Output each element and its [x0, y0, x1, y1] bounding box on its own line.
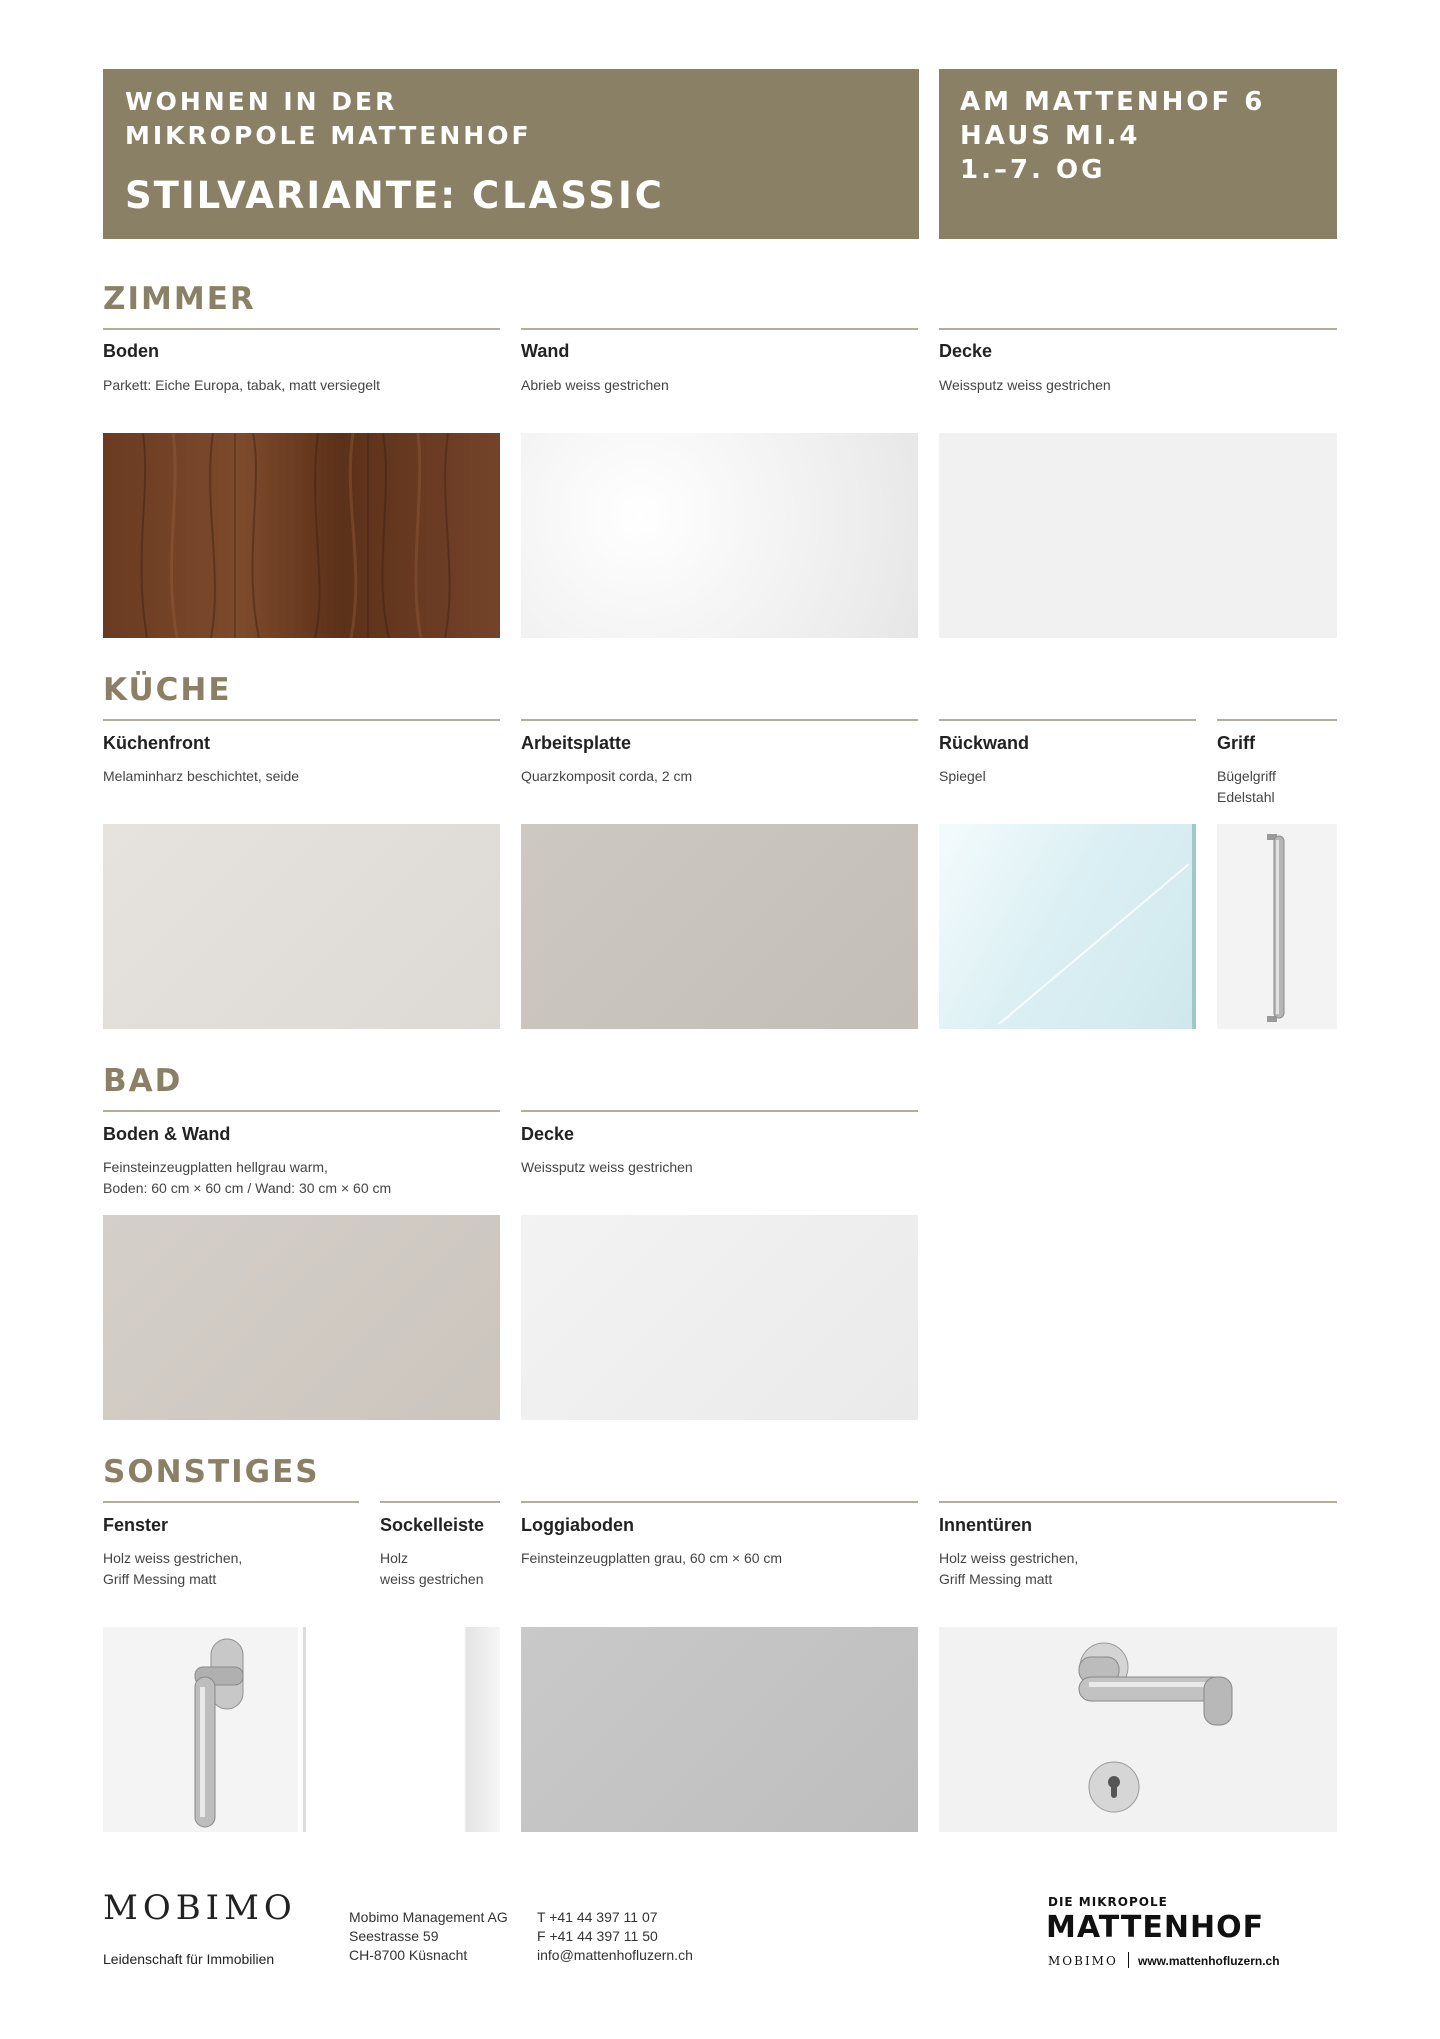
item-description: Quarzkomposit corda, 2 cm — [521, 768, 693, 784]
divider — [103, 1110, 500, 1112]
mattenhof-logo-brand: MOBIMO — [1048, 1954, 1118, 1968]
divider — [103, 328, 500, 330]
address-line-3: 1.–7. OG — [960, 155, 1106, 185]
item-label: Decke — [939, 341, 993, 361]
section-title-sonstiges: SONSTIGES — [103, 1454, 320, 1490]
address-line-2: HAUS MI.4 — [960, 121, 1141, 151]
mattenhof-logo-small: DIE MIKROPOLE — [1048, 1895, 1168, 1909]
divider — [521, 1501, 918, 1503]
item-label: Boden — [103, 341, 159, 361]
header-line-1: WOHNEN IN DER — [125, 87, 398, 116]
style-prefix: STILVARIANTE: — [125, 174, 472, 217]
item-description: Feinsteinzeugplatten grau, 60 cm × 60 cm — [521, 1550, 783, 1566]
header-line-2: MIKROPOLE MATTENHOF — [125, 121, 532, 150]
item-label: Griff — [1217, 733, 1255, 753]
item-label: Fenster — [103, 1515, 169, 1535]
section-title-kueche: KÜCHE — [103, 672, 232, 708]
divider — [521, 328, 918, 330]
item-label: Sockelleiste — [380, 1515, 485, 1535]
bar-handle-icon — [1217, 824, 1337, 1029]
window-handle-icon — [103, 1627, 359, 1832]
swatch-window-handle — [103, 1627, 359, 1832]
swatch-loggia-floor — [521, 1627, 918, 1832]
item-label: Wand — [521, 341, 570, 361]
divider — [103, 719, 500, 721]
header-address-box — [939, 69, 1337, 239]
item-description: Weissputz weiss gestrichen — [521, 1159, 693, 1175]
item-label: Decke — [521, 1124, 575, 1144]
item-description: Melaminharz beschichtet, seide — [103, 768, 300, 784]
style-variant-title — [125, 173, 665, 219]
swatch-baseboard — [380, 1627, 500, 1832]
swatch-kitchen-front — [103, 824, 500, 1029]
style-name: CLASSIC — [471, 174, 665, 217]
swatch-oak-parquet — [103, 433, 500, 638]
swatch-bath-tiles — [103, 1215, 500, 1420]
mobimo-logo: MOBIMO — [103, 1888, 297, 1928]
divider — [939, 1501, 1337, 1503]
swatch-white-plaster — [939, 433, 1337, 638]
item-description: Holz weiss gestrichen, Griff Messing matt — [103, 1550, 243, 1587]
item-description: Parkett: Eiche Europa, tabak, matt versiegelt — [103, 377, 381, 393]
divider — [521, 719, 918, 721]
divider — [939, 328, 1337, 330]
mobimo-tagline: Leidenschaft für Immobilien — [103, 1951, 275, 1967]
item-description: Holz weiss gestrichen, Griff Messing matt — [939, 1550, 1079, 1587]
mattenhof-logo-big: MATTENHOF — [1046, 1910, 1265, 1945]
item-description: Holz weiss gestrichen — [380, 1550, 484, 1587]
swatch-door-handle — [939, 1627, 1337, 1832]
item-label: Boden & Wand — [103, 1124, 231, 1144]
divider — [1217, 719, 1337, 721]
logo-separator — [1128, 1952, 1129, 1968]
company-contact: T +41 44 397 11 07 F +41 44 397 11 50 info@mattenhofluzern.ch — [537, 1909, 693, 1963]
swatch-bar-handle — [1217, 824, 1337, 1029]
swatch-mirror-backsplash — [939, 824, 1196, 1029]
swatch-quartz-countertop — [521, 824, 918, 1029]
item-description: Spiegel — [939, 768, 986, 784]
item-label: Loggiaboden — [521, 1515, 634, 1535]
item-description: Abrieb weiss gestrichen — [521, 377, 669, 393]
door-handle-icon — [939, 1627, 1337, 1832]
address-line-1: AM MATTENHOF 6 — [960, 87, 1266, 117]
mattenhof-url: www.mattenhofluzern.ch — [1138, 1954, 1280, 1968]
swatch-bath-ceiling — [521, 1215, 918, 1420]
item-label: Arbeitsplatte — [521, 733, 632, 753]
item-label: Küchenfront — [103, 733, 210, 753]
section-title-zimmer: ZIMMER — [103, 281, 256, 317]
swatch-textured-wall — [521, 433, 918, 638]
divider — [521, 1110, 918, 1112]
header-title-box — [103, 69, 919, 239]
company-address: Mobimo Management AG Seestrasse 59 CH-8700 Küsnacht — [349, 1909, 508, 1963]
divider — [103, 1501, 359, 1503]
item-description: Bügelgriff Edelstahl — [1217, 768, 1276, 805]
item-label: Rückwand — [939, 733, 1030, 753]
section-title-bad: BAD — [103, 1063, 183, 1099]
item-description: Feinsteinzeugplatten hellgrau warm, Boden: 60 cm × 60 cm / Wand: 30 cm × 60 cm — [103, 1159, 392, 1196]
divider — [380, 1501, 500, 1503]
item-description: Weissputz weiss gestrichen — [939, 377, 1111, 393]
divider — [939, 719, 1196, 721]
item-label: Innentüren — [939, 1515, 1032, 1535]
